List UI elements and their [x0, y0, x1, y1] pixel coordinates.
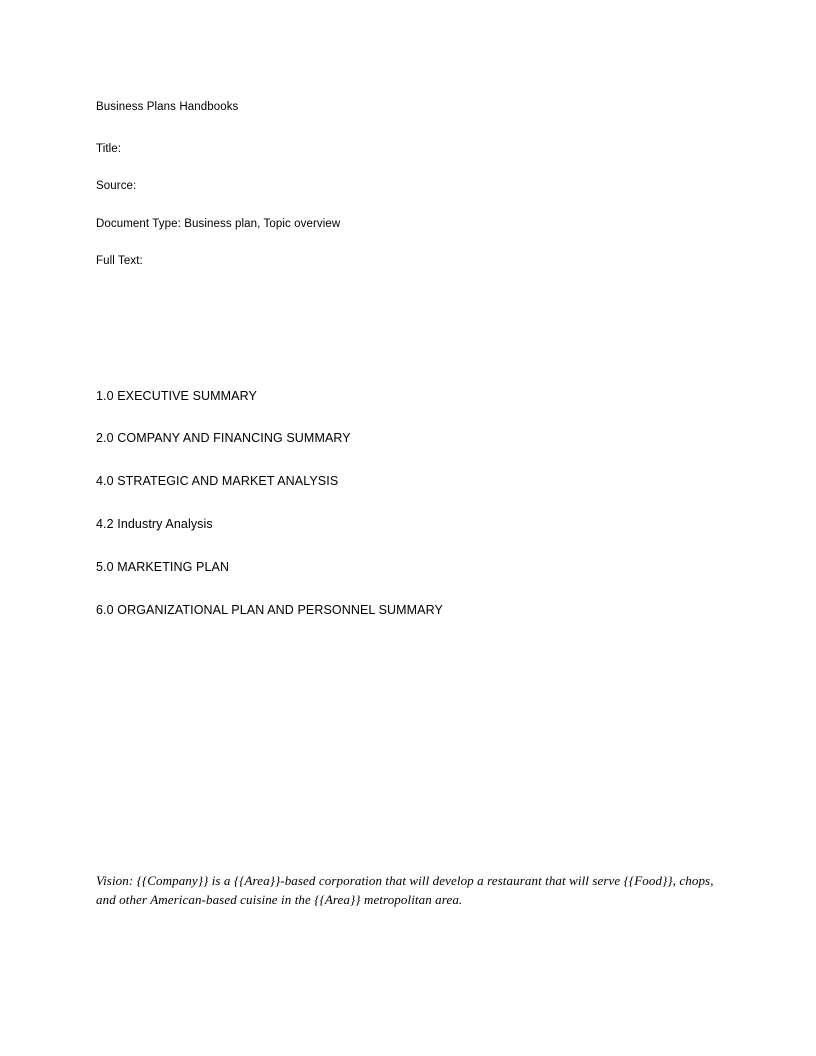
toc-item-executive-summary[interactable]: 1.0 EXECUTIVE SUMMARY: [96, 388, 257, 403]
section-spacer-upper: [96, 292, 720, 388]
toc-item-industry-analysis[interactable]: 4.2 Industry Analysis: [96, 517, 213, 532]
toc-item-organizational-plan-and-personnel-summary[interactable]: 6.0 ORGANIZATIONAL PLAN AND PERSONNEL SUMMARY: [96, 602, 443, 617]
vision-paragraph: Vision: {{Company}} is a {{Area}}-based corporation that will develop a restaurant that will serve {{Food}}, chops, and other American-based cuisine in the {{Area}} metropolitan area.: [96, 872, 714, 908]
toc-item-company-and-financing-summary[interactable]: 2.0 COMPANY AND FINANCING SUMMARY: [96, 431, 351, 446]
table-of-contents: [96, 388, 720, 619]
metadata-full-text-field: Full Text:: [96, 255, 143, 268]
toc-item-marketing-plan[interactable]: 5.0 MARKETING PLAN: [96, 560, 230, 575]
document-metadata-block: [96, 142, 720, 270]
section-spacer-lower: [96, 645, 720, 871]
metadata-title-field: Title:: [96, 142, 122, 155]
metadata-source-field: Source:: [96, 180, 137, 193]
toc-item-strategic-and-market-analysis[interactable]: 4.0 STRATEGIC AND MARKET ANALYSIS: [96, 474, 339, 489]
metadata-document-type-field: Document Type: Business plan, Topic overview: [96, 217, 341, 230]
document-header-title: Business Plans Handbooks: [96, 101, 239, 113]
